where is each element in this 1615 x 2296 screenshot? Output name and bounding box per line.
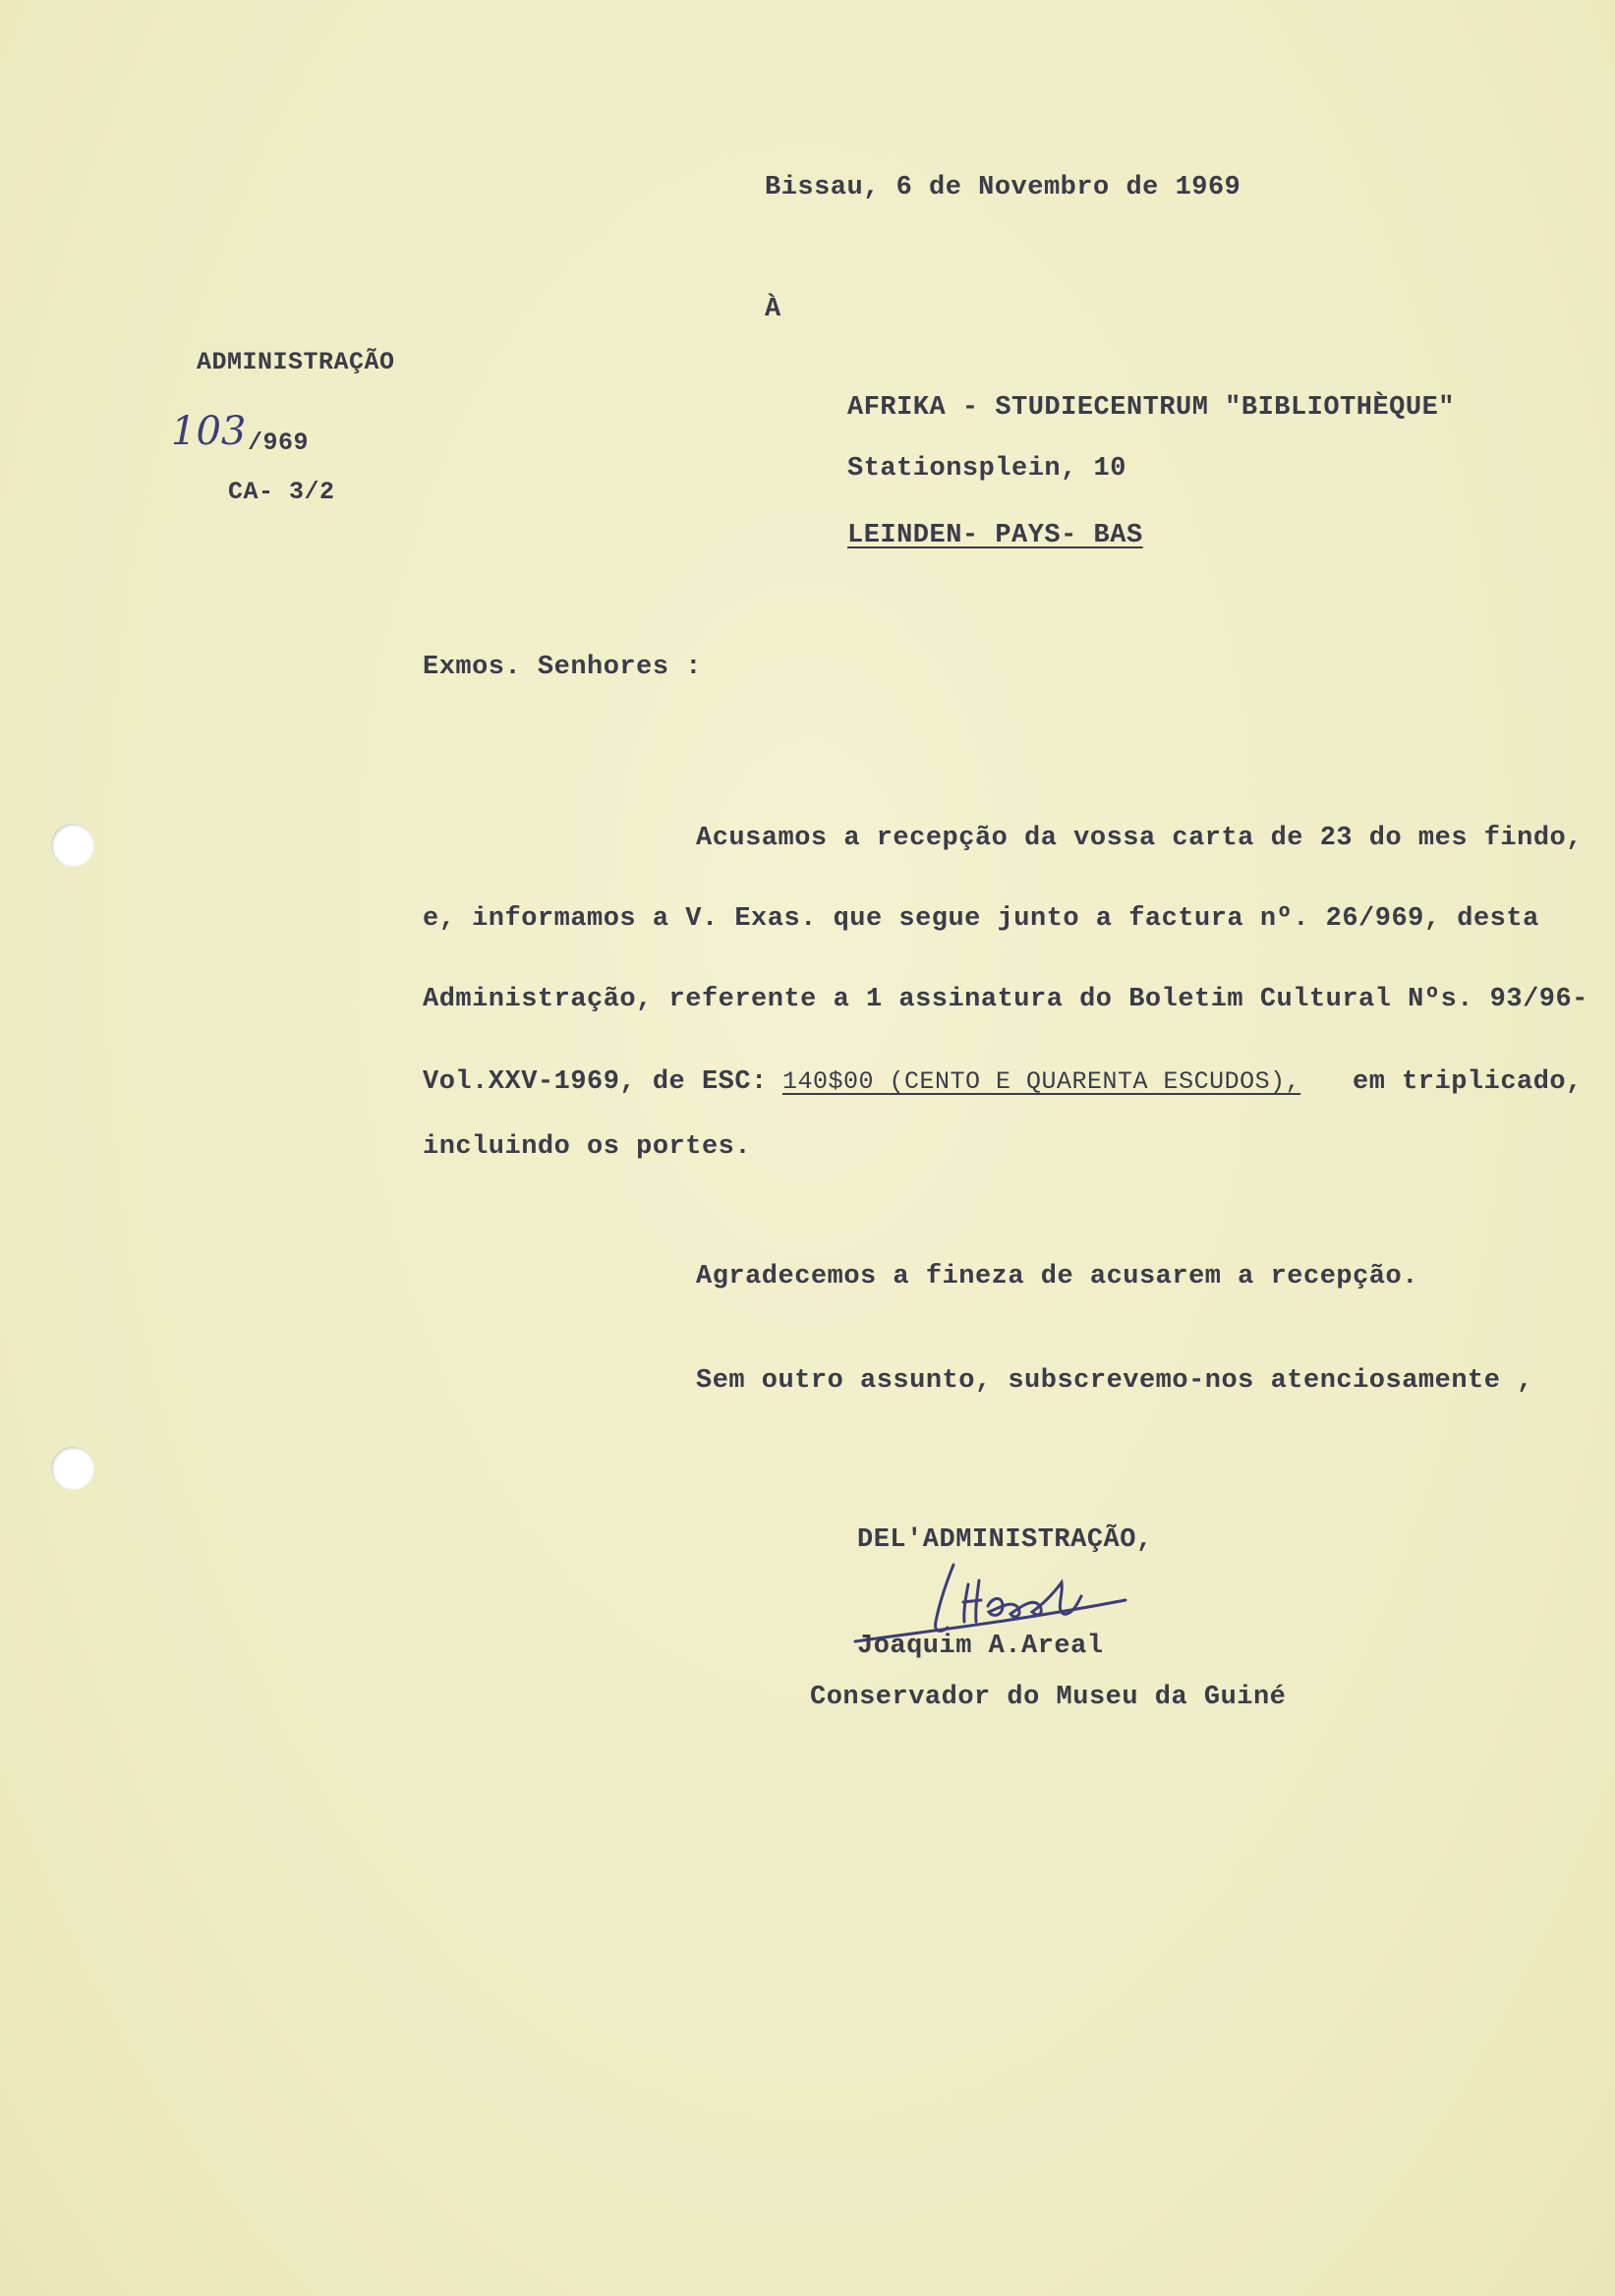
body-line-3: Administração, referente a 1 assinatura do Boletim Cultural Nºs. 93/96- bbox=[423, 985, 1588, 1014]
punch-hole-bottom bbox=[51, 1447, 94, 1490]
body-paragraph-2: Agradecemos a fineza de acusarem a recepção. bbox=[696, 1262, 1418, 1292]
date-line: Bissau, 6 de Novembro de 1969 bbox=[765, 173, 1241, 202]
recipient-line-1: AFRIKA - STUDIECENTRUM "BIBLIOTHÈQUE" bbox=[847, 393, 1455, 423]
body-line-1: Acusamos a recepção da vossa carta de 23 do mes findo, bbox=[696, 824, 1583, 853]
reference-year: /969 bbox=[248, 429, 310, 457]
recipient-line-3: LEINDEN- PAYS- BAS bbox=[847, 521, 1143, 550]
amount-text: 140$00 (CENTO E QUARENTA ESCUDOS), bbox=[782, 1067, 1301, 1096]
recipient-line-2: Stationsplein, 10 bbox=[847, 454, 1126, 484]
punch-hole-top bbox=[51, 824, 94, 867]
sender-office: ADMINISTRAÇÃO bbox=[197, 348, 395, 376]
body-line-4-suffix: em triplicado, bbox=[1353, 1067, 1583, 1097]
to-marker: À bbox=[765, 295, 781, 324]
body-line-5: incluindo os portes. bbox=[423, 1132, 752, 1162]
signatory-name: Joaquim A.Areal bbox=[857, 1632, 1104, 1661]
body-paragraph-3: Sem outro assunto, subscrevemo-nos atenciosamente , bbox=[696, 1366, 1533, 1396]
signatory-title: Conservador do Museu da Guiné bbox=[810, 1683, 1287, 1712]
reference-code: CA- 3/2 bbox=[228, 478, 335, 506]
signature-for: DEL'ADMINISTRAÇÃO, bbox=[857, 1525, 1153, 1555]
reference-number-handwritten: 103 bbox=[171, 409, 247, 454]
body-line-2: e, informamos a V. Exas. que segue junto a factura nº. 26/969, desta bbox=[423, 904, 1539, 934]
body-line-4-prefix: Vol.XXV-1969, de ESC: bbox=[423, 1067, 768, 1097]
salutation: Exmos. Senhores : bbox=[423, 653, 702, 682]
